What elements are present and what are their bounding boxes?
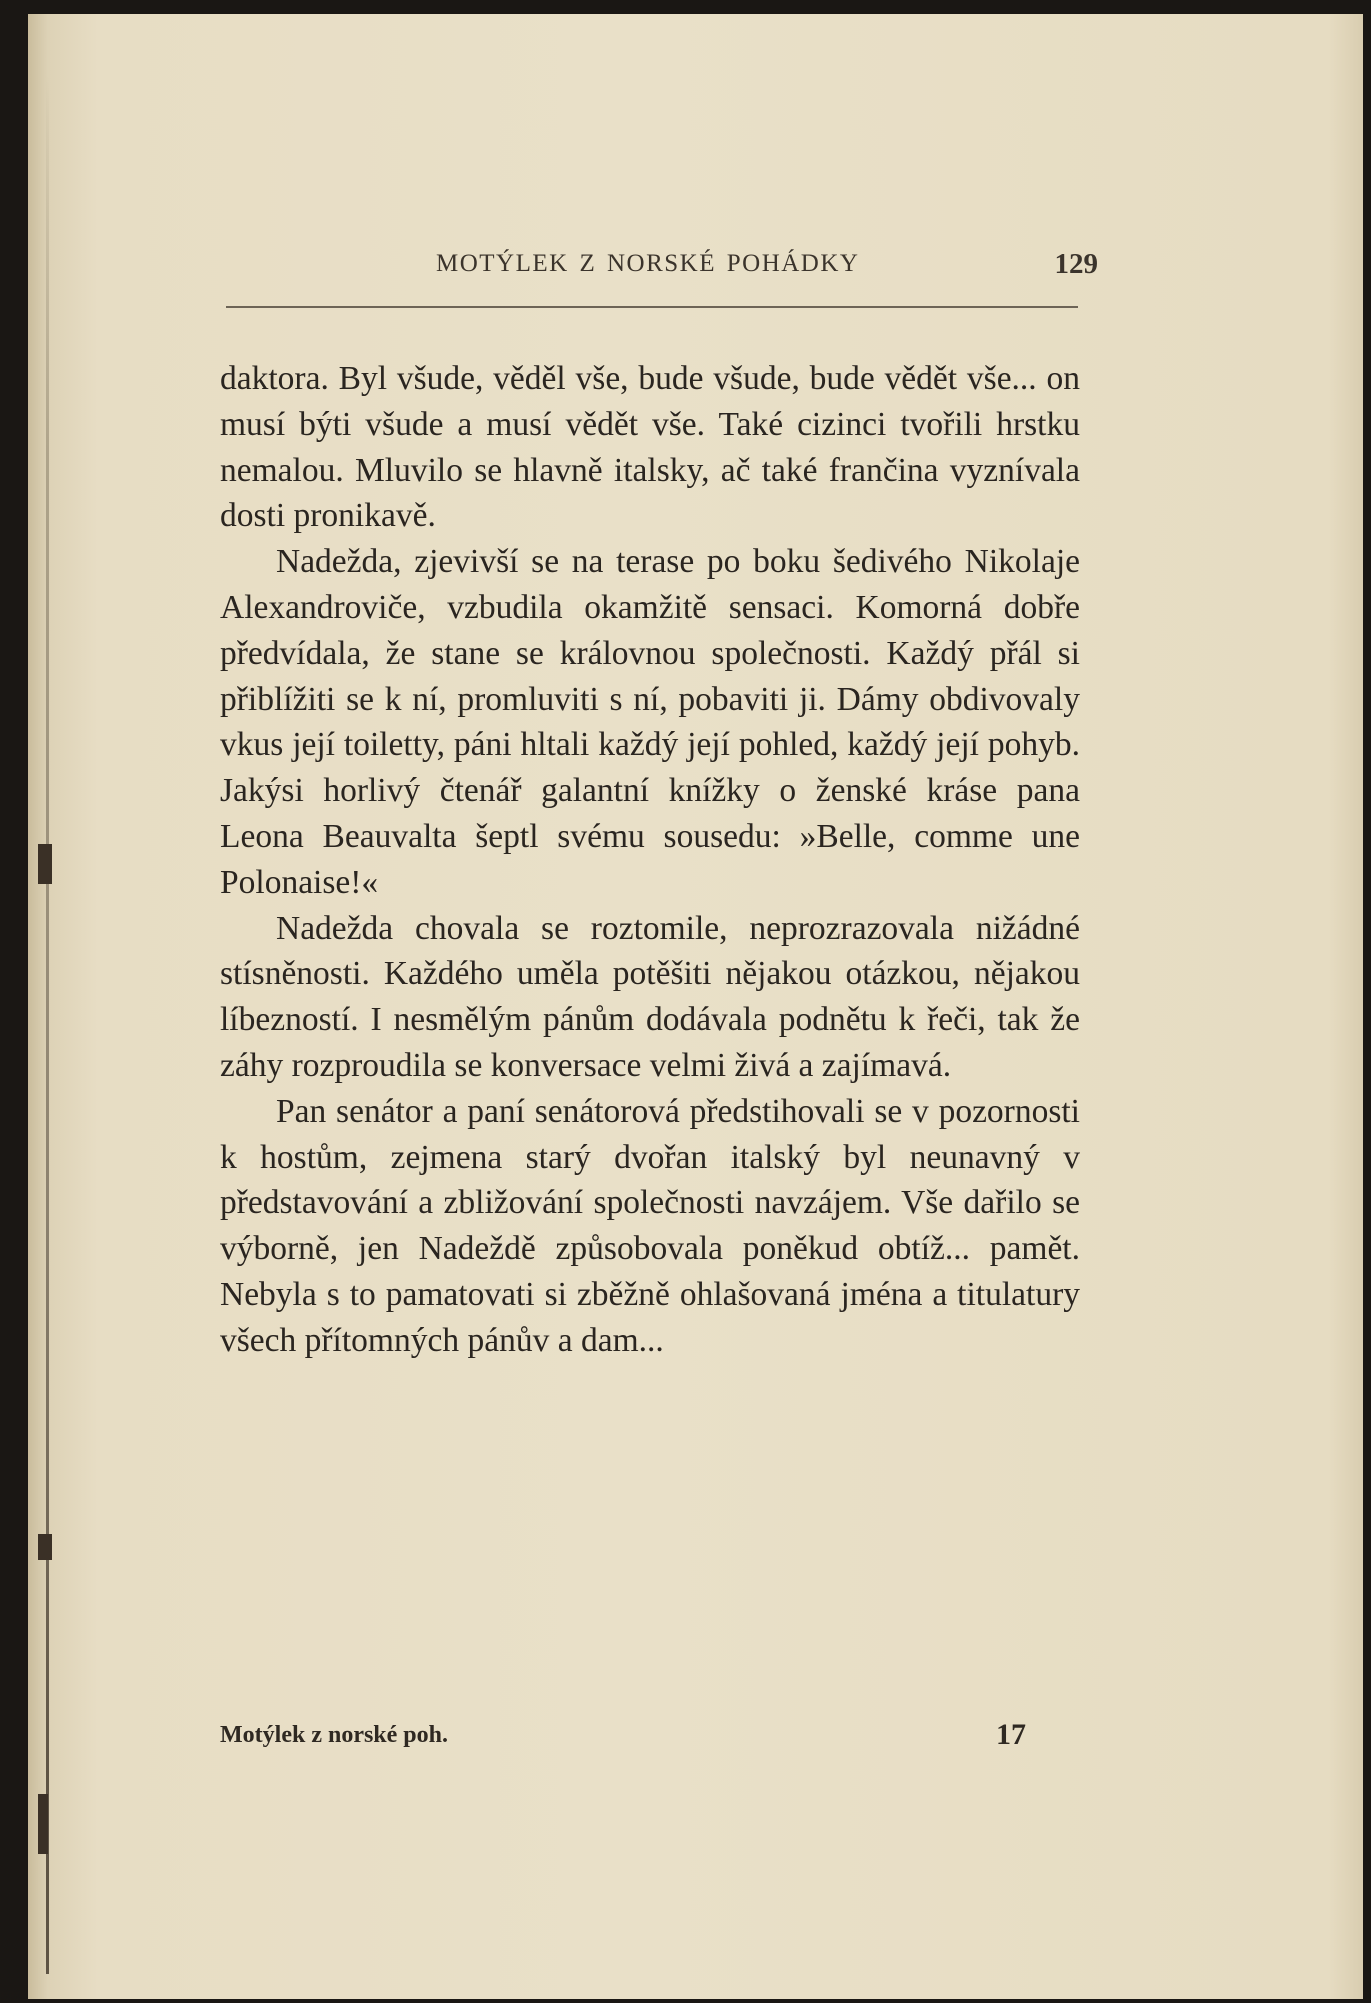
paragraph: Nadežda, zjevivší se na terase po boku šedivého Nikolaje Alexandroviče, vzbudila okamžitě sensaci. Komorná dobře předvídala, že stane se královnou společnosti. Každý přál si přiblížiti se k ní, promluviti s ní, pobaviti ji. Dámy obdivovaly vkus její toiletty, páni hltali každý její pohled, každý její pohyb. Jakýsi horlivý čtenář galantní knížky o ženské kráse pana Leona Beauvalta šeptl svému sousedu: »Belle, comme une Polonaise!« [220, 543, 1080, 901]
edge-mark [38, 844, 52, 884]
edge-mark [38, 1794, 48, 1854]
page-footer [220, 1718, 1080, 1758]
edge-mark [38, 1534, 52, 1560]
paragraph: daktora. Byl všude, věděl vše, bude všude, bude vědět vše... on musí býti všude a musí vědět vše. Také cizinci tvořili hrstku nemalou. Mluvilo se hlavně italsky, ač také frančina vyznívala dosti pronikavě. [220, 360, 1080, 535]
header-rule [226, 306, 1078, 308]
gutter-shadow [46, 74, 49, 1974]
sheet-number: 17 [996, 1718, 1026, 1751]
paragraph: Pan senátor a paní senátorová předstihovali se v pozornosti k hostům, zejmena starý dvořan italský byl neunavný v představování a zbližování společnosti navzájem. Vše dařilo se výborně, jen Nadeždě způsobovala poněkud obtíž... pamět. Nebyla s to pamatovati si zběžně ohlašovaná jména a titulatury všech přítomných pánův a dam... [220, 1092, 1080, 1359]
page-header [226, 250, 1106, 290]
body-text [220, 356, 1080, 1364]
page-number: 129 [1054, 248, 1098, 280]
paragraph: Nadežda chovala se roztomile, neprozrazovala nižádné stísněnosti. Každého uměla potěšiti nějakou otázkou, nějakou líbezností. I nesmělým pánům dodávala podnětu k řeči, tak že záhy rozproudila se konversace velmi živá a zajímavá. [220, 909, 1080, 1084]
signature-mark: Motýlek z norské poh. [220, 1722, 448, 1748]
running-title: MOTÝLEK Z NORSKÉ POHÁDKY [436, 250, 860, 277]
